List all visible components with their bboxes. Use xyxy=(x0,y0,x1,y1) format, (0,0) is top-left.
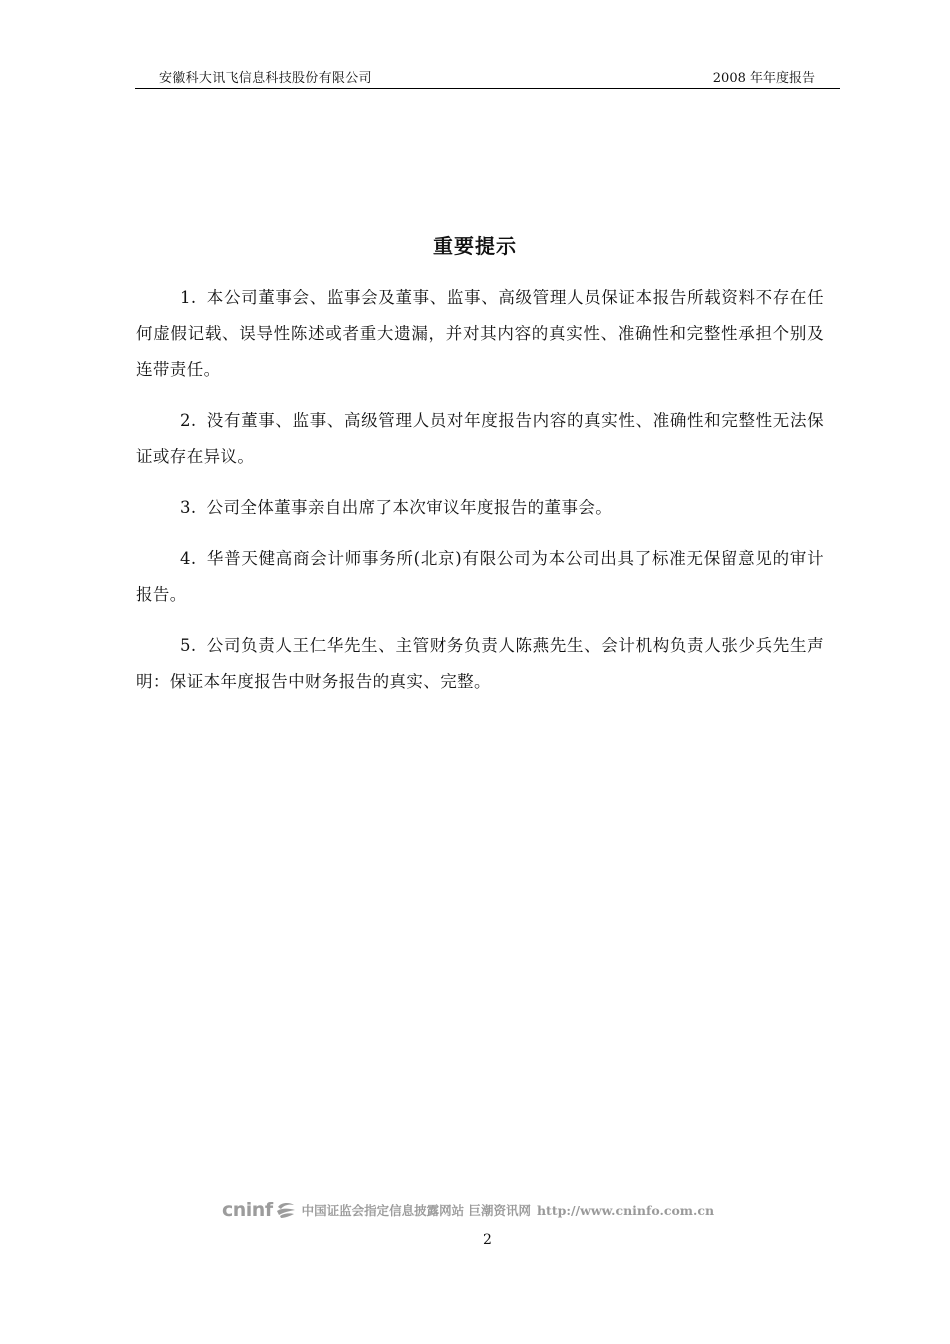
notice-body xyxy=(136,280,824,715)
paragraph-number: 2. xyxy=(180,411,197,430)
cninfo-tagline: 中国证监会指定信息披露网站 巨潮资讯网 xyxy=(301,1203,531,1218)
paragraph-text: 公司全体董事亲自出席了本次审议年度报告的董事会。 xyxy=(206,498,613,517)
header-report-title: 2008 年年度报告 xyxy=(712,71,815,86)
paragraph-number: 4. xyxy=(180,549,197,568)
notice-paragraph-4 xyxy=(136,541,824,613)
paragraph-text: 没有董事、监事、高级管理人员对年度报告内容的真实性、准确性和完整性无法保证或存在异议。 xyxy=(136,411,824,466)
paragraph-number: 3. xyxy=(180,498,197,517)
header-company-name: 安徽科大讯飞信息科技股份有限公司 xyxy=(159,71,372,86)
cninfo-brand: cninf xyxy=(222,1199,273,1221)
notice-paragraph-5 xyxy=(136,628,824,700)
cninfo-url: http://www.cninfo.com.cn xyxy=(536,1202,715,1218)
paragraph-text: 本公司董事会、监事会及董事、监事、高级管理人员保证本报告所载资料不存在任何虚假记载、误导性陈述或者重大遗漏，并对其内容的真实性、准确性和完整性承担个别及连带责任。 xyxy=(136,288,824,379)
paragraph-text: 公司负责人王仁华先生、主管财务负责人陈燕先生、会计机构负责人张少兵先生声明：保证本年度报告中财务报告的真实、完整。 xyxy=(136,636,824,691)
notice-paragraph-2 xyxy=(136,403,824,475)
cninfo-watermark xyxy=(222,1197,714,1223)
paragraph-number: 1. xyxy=(180,288,197,307)
page-number: 2 xyxy=(483,1232,492,1248)
notice-paragraph-1 xyxy=(136,280,824,388)
paragraph-text: 华普天健高商会计师事务所(北京)有限公司为本公司出具了标准无保留意见的审计报告。 xyxy=(136,549,824,604)
cninfo-swirl-icon xyxy=(275,1201,297,1219)
page-header xyxy=(135,66,840,89)
notice-paragraph-3 xyxy=(136,490,824,526)
section-title: 重要提示 xyxy=(433,234,517,258)
paragraph-number: 5. xyxy=(180,636,197,655)
